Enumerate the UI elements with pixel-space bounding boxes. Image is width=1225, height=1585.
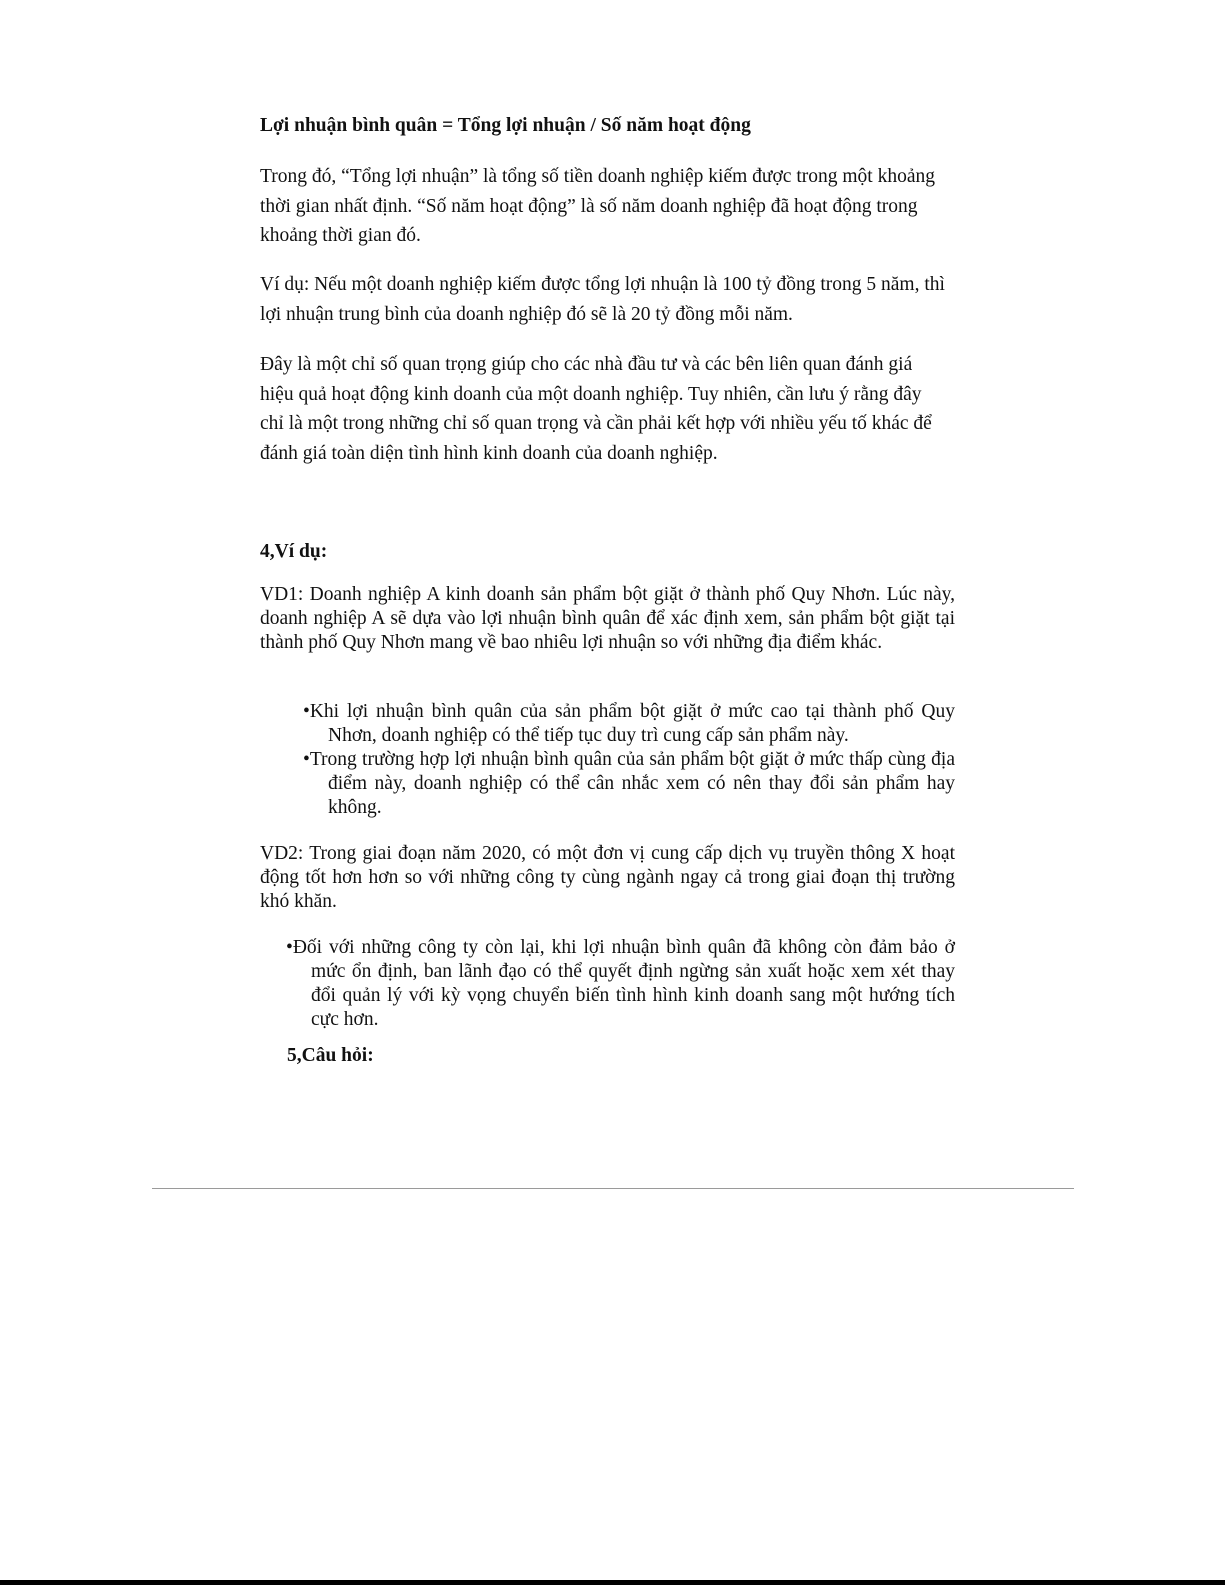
bullet-icon: • xyxy=(303,749,310,770)
bottom-edge xyxy=(0,1580,1225,1585)
bullet-text: Trong trường hợp lợi nhuận bình quân của sản phẩm bột giặt ở mức thấp cùng địa điểm này, doanh nghiệp có thể cân nhắc xem có nên thay đổi sản phẩm hay không. xyxy=(309,749,955,818)
list-item xyxy=(303,700,955,748)
bullet-text: Khi lợi nhuận bình quân của sản phẩm bột giặt ở mức cao tại thành phố Quy Nhơn, doanh nghiệp có thể tiếp tục duy trì cung cấp sản phẩm này. xyxy=(309,701,955,746)
bullet-icon: • xyxy=(303,701,310,722)
list-item xyxy=(286,936,955,1032)
example-paragraph: Ví dụ: Nếu một doanh nghiệp kiếm được tổng lợi nhuận là 100 tỷ đồng trong 5 năm, thì lợi nhuận trung bình của doanh nghiệp đó sẽ là 20 tỷ đồng mỗi năm. xyxy=(260,274,945,325)
list-item xyxy=(303,748,955,820)
page-divider xyxy=(152,1188,1074,1189)
importance-paragraph: Đây là một chỉ số quan trọng giúp cho các nhà đầu tư và các bên liên quan đánh giá hiệu quả hoạt động kinh doanh của một doanh nghiệp. Tuy nhiên, cần lưu ý rằng đây chỉ là một trong những chỉ số quan trọng và cần phải kết hợp với nhiều yếu tố khác để đánh giá toàn diện tình hình kinh doanh của doanh nghiệp. xyxy=(260,354,932,464)
vd1-paragraph: VD1: Doanh nghiệp A kinh doanh sản phẩm bột giặt ở thành phố Quy Nhơn. Lúc này, doanh nghiệp A sẽ dựa vào lợi nhuận bình quân để xác định xem, sản phẩm bột giặt tại thành phố Quy Nhơn mang về bao nhiêu lợi nhuận so với những địa điểm khác. xyxy=(260,584,955,653)
section-4-heading: 4,Ví dụ: xyxy=(260,541,328,562)
definition-paragraph: Trong đó, “Tổng lợi nhuận” là tổng số tiền doanh nghiệp kiếm được trong một khoảng thời gian nhất định. “Số năm hoạt động” là số năm doanh nghiệp đã hoạt động trong khoảng thời gian đó. xyxy=(260,166,935,246)
bullet-icon: • xyxy=(286,937,293,958)
bullet-text: Đối với những công ty còn lại, khi lợi nhuận bình quân đã không còn đảm bảo ở mức ổn định, ban lãnh đạo có thể quyết định ngừng sản xuất hoặc xem xét thay đổi quản lý với kỳ vọng chuyển biến tình hình kinh doanh sang một hướng tích cực hơn. xyxy=(292,937,955,1030)
vd2-bullet-list xyxy=(286,936,955,1032)
vd2-paragraph: VD2: Trong giai đoạn năm 2020, có một đơn vị cung cấp dịch vụ truyền thông X hoạt động tốt hơn hơn so với những công ty cùng ngành ngay cả trong giai đoạn thị trường khó khăn. xyxy=(260,843,955,912)
section-5-heading: 5,Câu hỏi: xyxy=(287,1045,374,1066)
vd1-bullet-list xyxy=(303,700,955,820)
formula-heading: Lợi nhuận bình quân = Tổng lợi nhuận / Số năm hoạt động xyxy=(260,115,751,136)
